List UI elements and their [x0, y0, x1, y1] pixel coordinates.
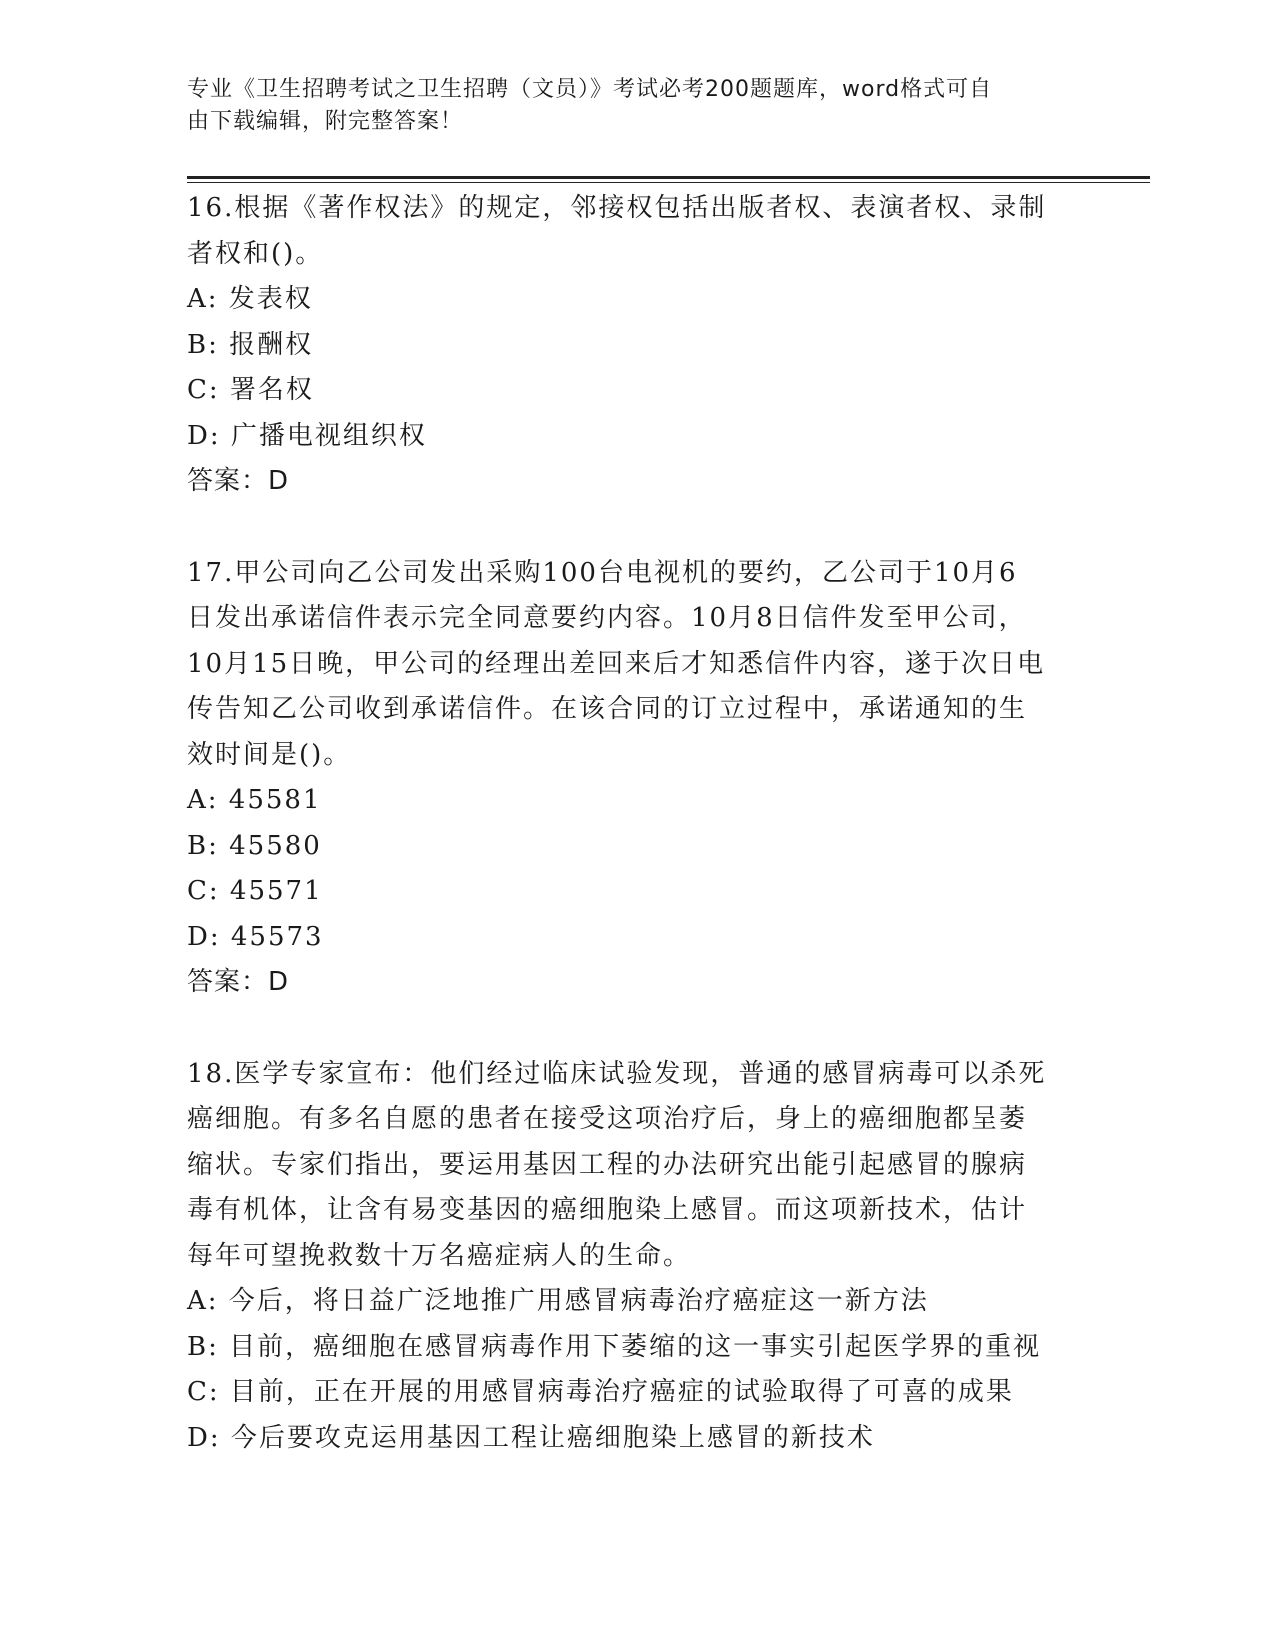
option-b: B: 目前，癌细胞在感冒病毒作用下萎缩的这一事实引起医学界的重视: [187, 1331, 1042, 1362]
question-text-line: 16.根据《著作权法》的规定，邻接权包括出版者权、表演者权、录制: [187, 193, 1047, 223]
option-b: B: 报酬权: [187, 329, 314, 360]
question-18: [187, 1052, 1087, 1462]
question-text-line: 每年可望挽救数十万名癌症病人的生命。: [187, 1240, 692, 1271]
header-line-2: 由下载编辑，附完整答案！: [187, 109, 464, 134]
question-text-line: 者权和()。: [187, 238, 324, 269]
question-text-line: 毒有机体，让含有易变基因的癌细胞染上感冒。而这项新技术，估计: [187, 1195, 1028, 1225]
question-16: [187, 186, 1087, 505]
header-line-1: 专业《卫生招聘考试之卫生招聘（文员）》考试必考200题题库，word格式可自: [187, 77, 993, 102]
option-c: C: 45571: [187, 876, 323, 906]
option-d: D: 45573: [187, 921, 324, 952]
option-b: B: 45580: [187, 830, 322, 861]
question-text-line: 18.医学专家宣布：他们经过临床试验发现，普通的感冒病毒可以杀死: [187, 1058, 1047, 1089]
page-header: [187, 74, 1067, 138]
question-text-line: 日发出承诺信件表示完全同意要约内容。10月8日信件发至甲公司，: [187, 603, 1027, 633]
question-text-line: 缩状。专家们指出，要运用基因工程的办法研究出能引起感冒的腺病: [187, 1149, 1028, 1180]
question-text-line: 17.甲公司向乙公司发出采购100台电视机的要约，乙公司于10月6: [187, 557, 1018, 588]
question-text-line: 癌细胞。有多名自愿的患者在接受这项治疗后，身上的癌细胞都呈萎: [187, 1104, 1028, 1134]
option-a: A: 发表权: [187, 284, 313, 314]
question-text-line: 传告知乙公司收到承诺信件。在该合同的订立过程中，承诺通知的生: [187, 694, 1028, 724]
answer-line: 答案：D: [187, 967, 290, 997]
option-c: C: 署名权: [187, 375, 314, 405]
option-d: D: 今后要攻克运用基因工程让癌细胞染上感冒的新技术: [187, 1422, 875, 1453]
header-divider-thin: [187, 182, 1150, 183]
answer-line: 答案：D: [187, 466, 290, 496]
question-text-line: 10月15日晚，甲公司的经理出差回来后才知悉信件内容，遂于次日电: [187, 648, 1046, 679]
spacer: [187, 505, 1087, 551]
option-d: D: 广播电视组织权: [187, 420, 427, 451]
spacer: [187, 1006, 1087, 1052]
question-17: [187, 551, 1087, 1006]
option-c: C: 目前，正在开展的用感冒病毒治疗癌症的试验取得了可喜的成果: [187, 1377, 1014, 1407]
option-a: A: 45581: [187, 785, 322, 815]
question-list: [187, 186, 1087, 1461]
option-a: A: 今后，将日益广泛地推广用感冒病毒治疗癌症这一新方法: [187, 1286, 929, 1316]
question-text-line: 效时间是()。: [187, 739, 352, 770]
header-divider-thick: [187, 176, 1150, 179]
